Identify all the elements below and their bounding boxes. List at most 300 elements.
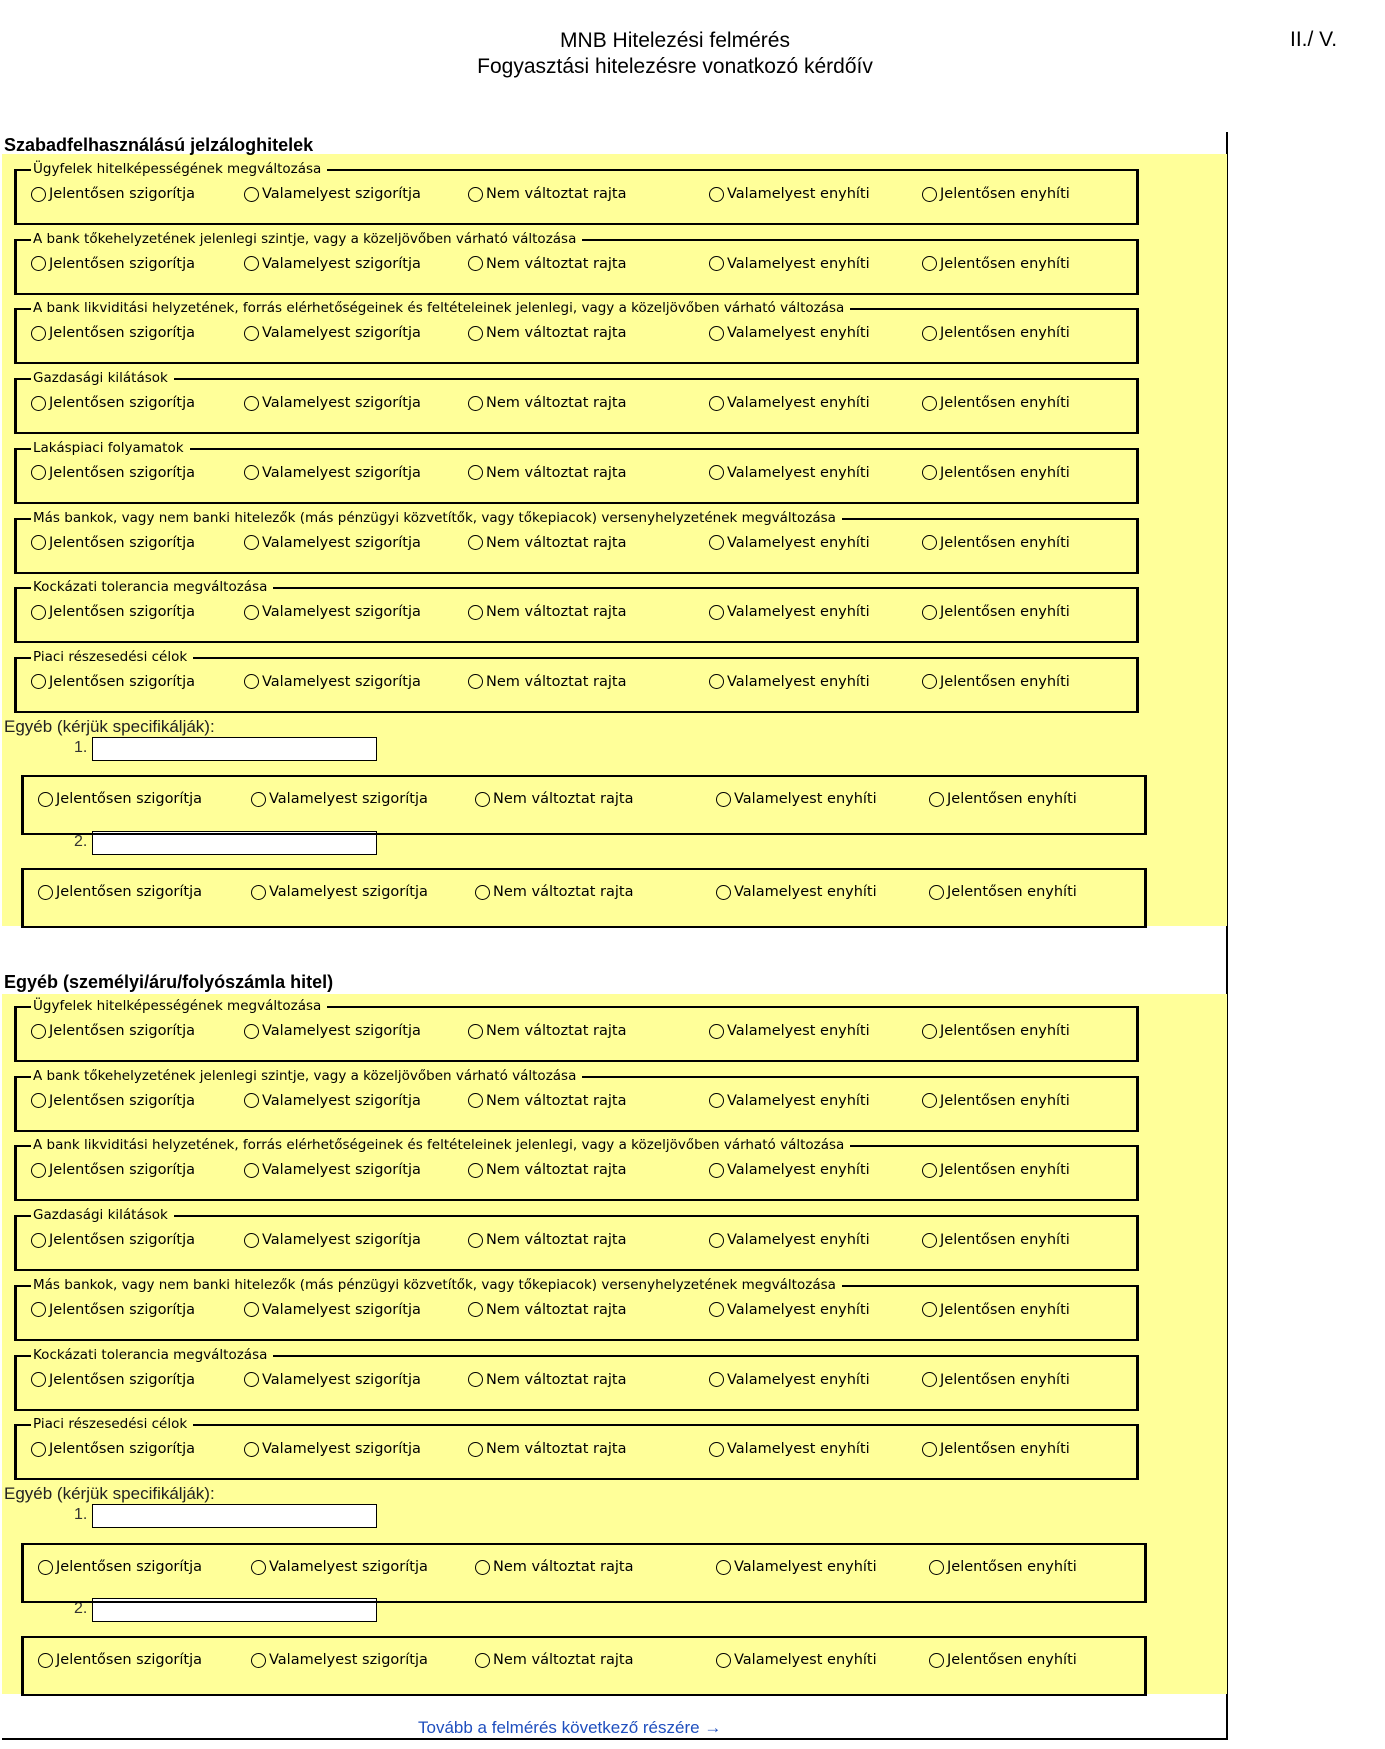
- radio-button-icon[interactable]: [468, 1163, 483, 1178]
- option-label: Jelentősen enyhíti: [940, 1162, 1070, 1179]
- section1-factor-6-option-4[interactable]: [709, 535, 870, 551]
- radio-button-icon[interactable]: [31, 326, 46, 341]
- option-label: Valamelyest enyhíti: [727, 464, 870, 481]
- section1-other-2-options: [21, 868, 1147, 928]
- option-label: Jelentősen szigorítja: [49, 1232, 196, 1249]
- s2o2-option-5[interactable]: [929, 1652, 1077, 1668]
- radio-button-icon[interactable]: [709, 1163, 724, 1178]
- option-label: Jelentősen enyhíti: [947, 1652, 1077, 1668]
- option-label: Jelentősen enyhíti: [940, 1023, 1070, 1039]
- factor-label: A bank tőkehelyzetének jelenlegi szintje, vagy a közeljövőben várható változása: [31, 1067, 582, 1085]
- section2-factor-6-option-2[interactable]: [244, 1372, 421, 1388]
- section2-factor-5-option-3[interactable]: [468, 1302, 626, 1318]
- section1-factor-8-option-4[interactable]: [709, 674, 870, 690]
- s1o2-option-3[interactable]: [475, 884, 633, 900]
- radio-button-icon[interactable]: [475, 1653, 490, 1668]
- radio-button-icon[interactable]: [31, 396, 46, 411]
- option-label: Nem változtat rajta: [486, 1441, 627, 1458]
- option-label: Valamelyest enyhíti: [727, 1162, 870, 1179]
- radio-button-icon[interactable]: [709, 1093, 724, 1108]
- option-label: Jelentősen szigorítja: [49, 604, 196, 621]
- radio-button-icon[interactable]: [468, 465, 483, 480]
- s2o1-option-3[interactable]: [475, 1559, 633, 1575]
- radio-button-icon[interactable]: [709, 535, 724, 550]
- section2-factor-3-option-5[interactable]: [922, 1162, 1070, 1178]
- section1-factor-5-option-1[interactable]: [31, 465, 195, 481]
- option-label: Valamelyest szigorítja: [262, 395, 421, 412]
- radio-button-icon[interactable]: [38, 1560, 53, 1575]
- section1-factor-5-option-3[interactable]: [468, 465, 626, 481]
- radio-button-icon[interactable]: [244, 1024, 259, 1039]
- section2-factor-2-option-4[interactable]: [709, 1093, 870, 1109]
- section1-factor-4-option-1[interactable]: [31, 395, 195, 411]
- radio-button-icon[interactable]: [922, 1302, 937, 1317]
- section1-factor-4-option-4[interactable]: [709, 395, 870, 411]
- section1-factor-2-option-1[interactable]: [31, 256, 195, 272]
- section1-factor-3-option-3[interactable]: [468, 325, 626, 341]
- radio-button-icon[interactable]: [716, 1560, 731, 1575]
- section2-factor-6-option-4[interactable]: [709, 1372, 870, 1388]
- factor-label: Más bankok, vagy nem banki hitelezők (más pénzügyi közvetítők, vagy tőkepiacok) versenyhelyzetének megváltozása: [31, 509, 842, 527]
- radio-button-icon[interactable]: [31, 256, 46, 271]
- option-label: Nem változtat rajta: [486, 1371, 627, 1388]
- radio-button-icon[interactable]: [929, 1653, 944, 1668]
- radio-button-icon[interactable]: [468, 1372, 483, 1387]
- s1o2-option-2[interactable]: [251, 884, 428, 900]
- radio-button-icon[interactable]: [468, 396, 483, 411]
- section2-factor-1-option-3[interactable]: [468, 1023, 626, 1039]
- radio-button-icon[interactable]: [244, 256, 259, 271]
- section2-factor-4-option-2[interactable]: [244, 1232, 421, 1248]
- option-label: Jelentősen enyhíti: [940, 604, 1070, 621]
- option-label: Valamelyest enyhíti: [734, 1652, 877, 1668]
- radio-button-icon[interactable]: [251, 885, 266, 900]
- s1o1-option-1[interactable]: [38, 791, 202, 807]
- radio-button-icon[interactable]: [929, 885, 944, 900]
- radio-button-icon[interactable]: [922, 326, 937, 341]
- option-label: Valamelyest szigorítja: [262, 1371, 421, 1388]
- frame-bottom-border: [2, 1738, 1228, 1740]
- radio-button-icon[interactable]: [922, 535, 937, 550]
- radio-button-icon[interactable]: [244, 465, 259, 480]
- radio-button-icon[interactable]: [922, 187, 937, 202]
- section1-factor-4-option-2[interactable]: [244, 395, 421, 411]
- option-label: Valamelyest enyhíti: [727, 186, 870, 202]
- section1-factor-7-option-2[interactable]: [244, 604, 421, 620]
- radio-button-icon[interactable]: [244, 326, 259, 341]
- section2-factor-3-option-1[interactable]: [31, 1162, 195, 1178]
- section2-factor-5-option-2[interactable]: [244, 1302, 421, 1318]
- option-label: Jelentősen szigorítja: [49, 325, 196, 342]
- section2-factor-5-option-5[interactable]: [922, 1302, 1070, 1318]
- section1-factor-8-option-3[interactable]: [468, 674, 626, 690]
- radio-button-icon[interactable]: [709, 187, 724, 202]
- section1-factor-7-option-3[interactable]: [468, 604, 626, 620]
- radio-button-icon[interactable]: [922, 605, 937, 620]
- section1-other-label: Egyéb (kérjük specifikálják):: [4, 717, 215, 736]
- option-label: Jelentősen enyhíti: [947, 791, 1077, 807]
- option-label: Jelentősen szigorítja: [49, 464, 196, 481]
- section2-factor-4-option-4[interactable]: [709, 1232, 870, 1248]
- s1o2-option-1[interactable]: [38, 884, 202, 900]
- option-label: Nem változtat rajta: [486, 395, 627, 412]
- option-label: Valamelyest enyhíti: [727, 255, 870, 272]
- radio-button-icon[interactable]: [244, 1302, 259, 1317]
- radio-button-icon[interactable]: [468, 187, 483, 202]
- section2-title: Egyéb (személyi/áru/folyószámla hitel): [4, 972, 334, 992]
- radio-button-icon[interactable]: [709, 396, 724, 411]
- section2-other-1-number: 1.: [74, 1506, 88, 1523]
- radio-button-icon[interactable]: [922, 1093, 937, 1108]
- option-label: Valamelyest szigorítja: [262, 325, 421, 342]
- option-label: Valamelyest enyhíti: [734, 884, 877, 900]
- radio-button-icon[interactable]: [922, 1372, 937, 1387]
- option-label: Valamelyest szigorítja: [262, 255, 421, 272]
- radio-button-icon[interactable]: [31, 1024, 46, 1039]
- s2o1-option-1[interactable]: [38, 1559, 202, 1575]
- radio-button-icon[interactable]: [716, 1653, 731, 1668]
- section1-factor-group: [14, 230, 1139, 295]
- radio-button-icon[interactable]: [709, 1302, 724, 1317]
- radio-button-icon[interactable]: [475, 885, 490, 900]
- option-label: Nem változtat rajta: [486, 1023, 627, 1039]
- option-label: Jelentősen szigorítja: [49, 1162, 196, 1179]
- radio-button-icon[interactable]: [922, 396, 937, 411]
- section1-factor-1-option-4[interactable]: [709, 186, 870, 202]
- radio-button-icon[interactable]: [922, 1163, 937, 1178]
- section2-factor-3-option-2[interactable]: [244, 1162, 421, 1178]
- section1-factor-3-option-2[interactable]: [244, 325, 421, 341]
- section2-factor-group: [14, 1067, 1139, 1132]
- radio-button-icon[interactable]: [922, 256, 937, 271]
- option-label: Valamelyest szigorítja: [269, 1652, 428, 1668]
- section1-factor-1-option-2[interactable]: [244, 186, 421, 202]
- radio-button-icon[interactable]: [468, 1024, 483, 1039]
- section2-factor-group: [14, 1207, 1139, 1271]
- section2-factor-2-option-5[interactable]: [922, 1093, 1070, 1109]
- section2-other-1-options: [21, 1543, 1147, 1603]
- radio-button-icon[interactable]: [38, 885, 53, 900]
- s2o1-option-2[interactable]: [251, 1559, 428, 1575]
- section2-factor-1-option-5[interactable]: [922, 1023, 1070, 1039]
- section1-factor-2-option-5[interactable]: [922, 256, 1070, 272]
- section1-factor-8-option-1[interactable]: [31, 674, 195, 690]
- option-label: Valamelyest enyhíti: [727, 534, 870, 551]
- s1o1-option-5[interactable]: [929, 791, 1077, 807]
- section1-title: Szabadfelhasználású jelzáloghitelek: [4, 135, 314, 155]
- factor-label: Piaci részesedési célok: [31, 1415, 193, 1433]
- radio-button-icon[interactable]: [922, 1233, 937, 1248]
- section1-factor-group: [14, 161, 1139, 225]
- radio-button-icon[interactable]: [709, 326, 724, 341]
- section2-other-2-options: [21, 1636, 1147, 1696]
- radio-button-icon[interactable]: [709, 674, 724, 689]
- section1-factor-5-option-5[interactable]: [922, 465, 1070, 481]
- section2-factor-group: [14, 1276, 1139, 1341]
- section2-factor-2-option-2[interactable]: [244, 1093, 421, 1109]
- radio-button-icon[interactable]: [31, 1372, 46, 1387]
- option-label: Nem változtat rajta: [486, 325, 627, 342]
- s1o1-option-2[interactable]: [251, 791, 428, 807]
- radio-button-icon[interactable]: [929, 792, 944, 807]
- option-label: Valamelyest szigorítja: [269, 884, 428, 900]
- section1-factor-4-option-3[interactable]: [468, 395, 626, 411]
- option-label: Jelentősen enyhíti: [940, 1092, 1070, 1109]
- option-label: Valamelyest szigorítja: [262, 464, 421, 481]
- radio-button-icon[interactable]: [31, 465, 46, 480]
- section2-factor-6-option-3[interactable]: [468, 1372, 626, 1388]
- section1-factor-5-option-2[interactable]: [244, 465, 421, 481]
- section2-factor-6-option-5[interactable]: [922, 1372, 1070, 1388]
- option-label: Nem változtat rajta: [493, 791, 634, 807]
- option-label: Jelentősen enyhíti: [940, 1232, 1070, 1249]
- section2-factor-4-option-3[interactable]: [468, 1232, 626, 1248]
- factor-label: Lakáspiaci folyamatok: [31, 439, 190, 457]
- section1-factor-2-option-2[interactable]: [244, 256, 421, 272]
- section1-factor-6-option-1[interactable]: [31, 535, 195, 551]
- radio-button-icon[interactable]: [244, 1442, 259, 1457]
- radio-button-icon[interactable]: [31, 674, 46, 689]
- radio-button-icon[interactable]: [244, 1372, 259, 1387]
- option-label: Jelentősen szigorítja: [49, 534, 196, 551]
- section2-factor-1-option-2[interactable]: [244, 1023, 421, 1039]
- radio-button-icon[interactable]: [929, 1560, 944, 1575]
- option-label: Jelentősen enyhíti: [940, 1301, 1070, 1318]
- factor-label: Ügyfelek hitelképességének megváltozása: [31, 997, 327, 1015]
- radio-button-icon[interactable]: [922, 1024, 937, 1039]
- option-label: Valamelyest enyhíti: [727, 604, 870, 621]
- section1-factor-7-option-5[interactable]: [922, 604, 1070, 620]
- section1-factor-group: [14, 439, 1139, 504]
- section2-factor-5-option-4[interactable]: [709, 1302, 870, 1318]
- option-label: Jelentősen szigorítja: [56, 1559, 203, 1575]
- survey-subtitle: Fogyasztási hitelezésre vonatkozó kérdőív: [477, 55, 873, 78]
- radio-button-icon[interactable]: [244, 1233, 259, 1248]
- radio-button-icon[interactable]: [31, 1233, 46, 1248]
- option-label: Jelentősen enyhíti: [940, 464, 1070, 481]
- next-section-link-label: Tovább a felmérés következő részére: [418, 1718, 700, 1737]
- factor-label: Piaci részesedési célok: [31, 648, 193, 666]
- option-label: Valamelyest szigorítja: [262, 673, 421, 690]
- option-label: Nem változtat rajta: [493, 884, 634, 900]
- section1-factor-8-option-5[interactable]: [922, 674, 1070, 690]
- radio-button-icon[interactable]: [251, 1560, 266, 1575]
- section1-factor-3-option-4[interactable]: [709, 325, 870, 341]
- option-label: Valamelyest szigorítja: [262, 604, 421, 621]
- option-label: Valamelyest szigorítja: [262, 1441, 421, 1458]
- radio-button-icon[interactable]: [709, 1233, 724, 1248]
- radio-button-icon[interactable]: [709, 1372, 724, 1387]
- radio-button-icon[interactable]: [244, 1093, 259, 1108]
- radio-button-icon[interactable]: [468, 1442, 483, 1457]
- radio-button-icon[interactable]: [244, 674, 259, 689]
- radio-button-icon[interactable]: [468, 1093, 483, 1108]
- option-label: Nem változtat rajta: [486, 1162, 627, 1179]
- radio-button-icon[interactable]: [38, 1653, 53, 1668]
- section2-factor-group: [14, 1416, 1139, 1480]
- option-label: Valamelyest enyhíti: [727, 325, 870, 342]
- option-label: Nem változtat rajta: [493, 1559, 634, 1575]
- radio-button-icon[interactable]: [468, 674, 483, 689]
- section2-factor-group: [14, 1137, 1139, 1201]
- radio-button-icon[interactable]: [244, 605, 259, 620]
- next-section-link[interactable]: [418, 1718, 721, 1738]
- radio-button-icon[interactable]: [31, 1163, 46, 1178]
- section2-factor-4-option-5[interactable]: [922, 1232, 1070, 1248]
- section1-factor-5-option-4[interactable]: [709, 465, 870, 481]
- option-label: Valamelyest enyhíti: [727, 1232, 870, 1249]
- section2-factor-3-option-4[interactable]: [709, 1162, 870, 1178]
- s1o1-option-3[interactable]: [475, 791, 633, 807]
- section1-factor-4-option-5[interactable]: [922, 395, 1070, 411]
- radio-button-icon[interactable]: [251, 792, 266, 807]
- section1-factor-7-option-1[interactable]: [31, 604, 195, 620]
- radio-button-icon[interactable]: [709, 465, 724, 480]
- factor-label: A bank tőkehelyzetének jelenlegi szintje, vagy a közeljövőben várható változása: [31, 230, 582, 248]
- option-label: Jelentősen enyhíti: [940, 1371, 1070, 1388]
- option-label: Jelentősen szigorítja: [49, 1371, 196, 1388]
- option-label: Nem változtat rajta: [486, 1232, 627, 1249]
- radio-button-icon[interactable]: [716, 792, 731, 807]
- option-label: Valamelyest szigorítja: [262, 1232, 421, 1249]
- radio-button-icon[interactable]: [244, 1163, 259, 1178]
- section1-factor-8-option-2[interactable]: [244, 674, 421, 690]
- option-label: Jelentősen szigorítja: [49, 1023, 196, 1039]
- factor-label: Kockázati tolerancia megváltozása: [31, 578, 273, 596]
- radio-button-icon[interactable]: [468, 256, 483, 271]
- option-label: Jelentősen szigorítja: [49, 395, 196, 412]
- section1-factor-1-option-1[interactable]: [31, 186, 195, 202]
- factor-label: Ügyfelek hitelképességének megváltozása: [31, 160, 327, 178]
- radio-button-icon[interactable]: [468, 535, 483, 550]
- radio-button-icon[interactable]: [475, 792, 490, 807]
- option-label: Valamelyest szigorítja: [262, 186, 421, 202]
- section2-factor-7-option-5[interactable]: [922, 1441, 1070, 1457]
- option-label: Jelentősen enyhíti: [940, 255, 1070, 272]
- radio-button-icon[interactable]: [31, 1302, 46, 1317]
- radio-button-icon[interactable]: [922, 465, 937, 480]
- section1-other-1-number: 1.: [74, 739, 88, 756]
- s1o2-option-5[interactable]: [929, 884, 1077, 900]
- factor-label: A bank likviditási helyzetének, forrás elérhetőségeinek és feltételeinek jelenlegi, vagy a közeljövőben várható változása: [31, 1136, 850, 1154]
- option-label: Valamelyest szigorítja: [269, 791, 428, 807]
- s2o2-option-1[interactable]: [38, 1652, 202, 1668]
- section2-factor-3-option-3[interactable]: [468, 1162, 626, 1178]
- radio-button-icon[interactable]: [31, 1442, 46, 1457]
- section1-factor-3-option-1[interactable]: [31, 325, 195, 341]
- radio-button-icon[interactable]: [709, 1024, 724, 1039]
- radio-button-icon[interactable]: [475, 1560, 490, 1575]
- section2-factor-7-option-4[interactable]: [709, 1441, 870, 1457]
- section1-factor-1-option-3[interactable]: [468, 186, 626, 202]
- radio-button-icon[interactable]: [468, 1233, 483, 1248]
- radio-button-icon[interactable]: [468, 605, 483, 620]
- section2-factor-7-option-2[interactable]: [244, 1441, 421, 1457]
- radio-button-icon[interactable]: [244, 187, 259, 202]
- section2-factor-1-option-1[interactable]: [31, 1023, 195, 1039]
- radio-button-icon[interactable]: [31, 187, 46, 202]
- radio-button-icon[interactable]: [716, 885, 731, 900]
- s1o2-option-4[interactable]: [716, 884, 877, 900]
- s2o1-option-4[interactable]: [716, 1559, 877, 1575]
- option-label: Valamelyest enyhíti: [727, 673, 870, 690]
- section2-factor-2-option-1[interactable]: [31, 1093, 195, 1109]
- section2-factor-6-option-1[interactable]: [31, 1372, 195, 1388]
- page-number: II./ V.: [1290, 28, 1338, 51]
- factor-label: Kockázati tolerancia megváltozása: [31, 1346, 273, 1364]
- option-label: Valamelyest enyhíti: [734, 1559, 877, 1575]
- option-label: Valamelyest szigorítja: [262, 1162, 421, 1179]
- option-label: Nem változtat rajta: [486, 604, 627, 621]
- radio-button-icon[interactable]: [709, 1442, 724, 1457]
- option-label: Valamelyest szigorítja: [262, 1301, 421, 1318]
- radio-button-icon[interactable]: [709, 605, 724, 620]
- section2-factor-7-option-3[interactable]: [468, 1441, 626, 1457]
- section1-factor-group: [14, 509, 1139, 574]
- section1-factor-1-option-5[interactable]: [922, 186, 1070, 202]
- option-label: Nem változtat rajta: [486, 1092, 627, 1109]
- s2o2-option-4[interactable]: [716, 1652, 877, 1668]
- option-label: Jelentősen szigorítja: [49, 1441, 196, 1458]
- section1-factor-6-option-3[interactable]: [468, 535, 626, 551]
- section1-factor-7-option-4[interactable]: [709, 604, 870, 620]
- section1-factor-6-option-5[interactable]: [922, 535, 1070, 551]
- section2-factor-7-option-1[interactable]: [31, 1441, 195, 1457]
- option-label: Jelentősen enyhíti: [947, 1559, 1077, 1575]
- option-label: Valamelyest szigorítja: [262, 1092, 421, 1109]
- option-label: Jelentősen enyhíti: [940, 534, 1070, 551]
- radio-button-icon[interactable]: [251, 1653, 266, 1668]
- section2-other-1-input[interactable]: [92, 1504, 377, 1528]
- section2-factor-group: [14, 1346, 1139, 1411]
- factor-label: A bank likviditási helyzetének, forrás elérhetőségeinek és feltételeinek jelenlegi, vagy a közeljövőben várható változása: [31, 299, 850, 317]
- section1-factor-2-option-3[interactable]: [468, 256, 626, 272]
- section1-factor-6-option-2[interactable]: [244, 535, 421, 551]
- option-label: Jelentősen szigorítja: [49, 255, 196, 272]
- section2-factor-2-option-3[interactable]: [468, 1093, 626, 1109]
- option-label: Jelentősen enyhíti: [940, 186, 1070, 202]
- option-label: Jelentősen enyhíti: [940, 673, 1070, 690]
- radio-button-icon[interactable]: [31, 605, 46, 620]
- radio-button-icon[interactable]: [468, 1302, 483, 1317]
- section1-factor-3-option-5[interactable]: [922, 325, 1070, 341]
- section1-other-2-number: 2.: [74, 833, 88, 850]
- radio-button-icon[interactable]: [31, 535, 46, 550]
- s2o2-option-3[interactable]: [475, 1652, 633, 1668]
- s2o1-option-5[interactable]: [929, 1559, 1077, 1575]
- radio-button-icon[interactable]: [468, 326, 483, 341]
- option-label: Jelentősen szigorítja: [56, 884, 203, 900]
- radio-button-icon[interactable]: [244, 535, 259, 550]
- option-label: Valamelyest szigorítja: [269, 1559, 428, 1575]
- section2-factor-5-option-1[interactable]: [31, 1302, 195, 1318]
- section2-factor-4-option-1[interactable]: [31, 1232, 195, 1248]
- section1-other-1-input[interactable]: [92, 737, 377, 761]
- factor-label: Más bankok, vagy nem banki hitelezők (más pénzügyi közvetítők, vagy tőkepiacok) versenyhelyzetének megváltozása: [31, 1276, 842, 1294]
- radio-button-icon[interactable]: [709, 256, 724, 271]
- factor-label: Gazdasági kilátások: [31, 1206, 174, 1224]
- radio-button-icon[interactable]: [922, 674, 937, 689]
- section1-factor-2-option-4[interactable]: [709, 256, 870, 272]
- s1o1-option-4[interactable]: [716, 791, 877, 807]
- radio-button-icon[interactable]: [244, 396, 259, 411]
- section2-factor-1-option-4[interactable]: [709, 1023, 870, 1039]
- s2o2-option-2[interactable]: [251, 1652, 428, 1668]
- radio-button-icon[interactable]: [38, 792, 53, 807]
- radio-button-icon[interactable]: [31, 1093, 46, 1108]
- radio-button-icon[interactable]: [922, 1442, 937, 1457]
- option-label: Valamelyest enyhíti: [727, 1092, 870, 1109]
